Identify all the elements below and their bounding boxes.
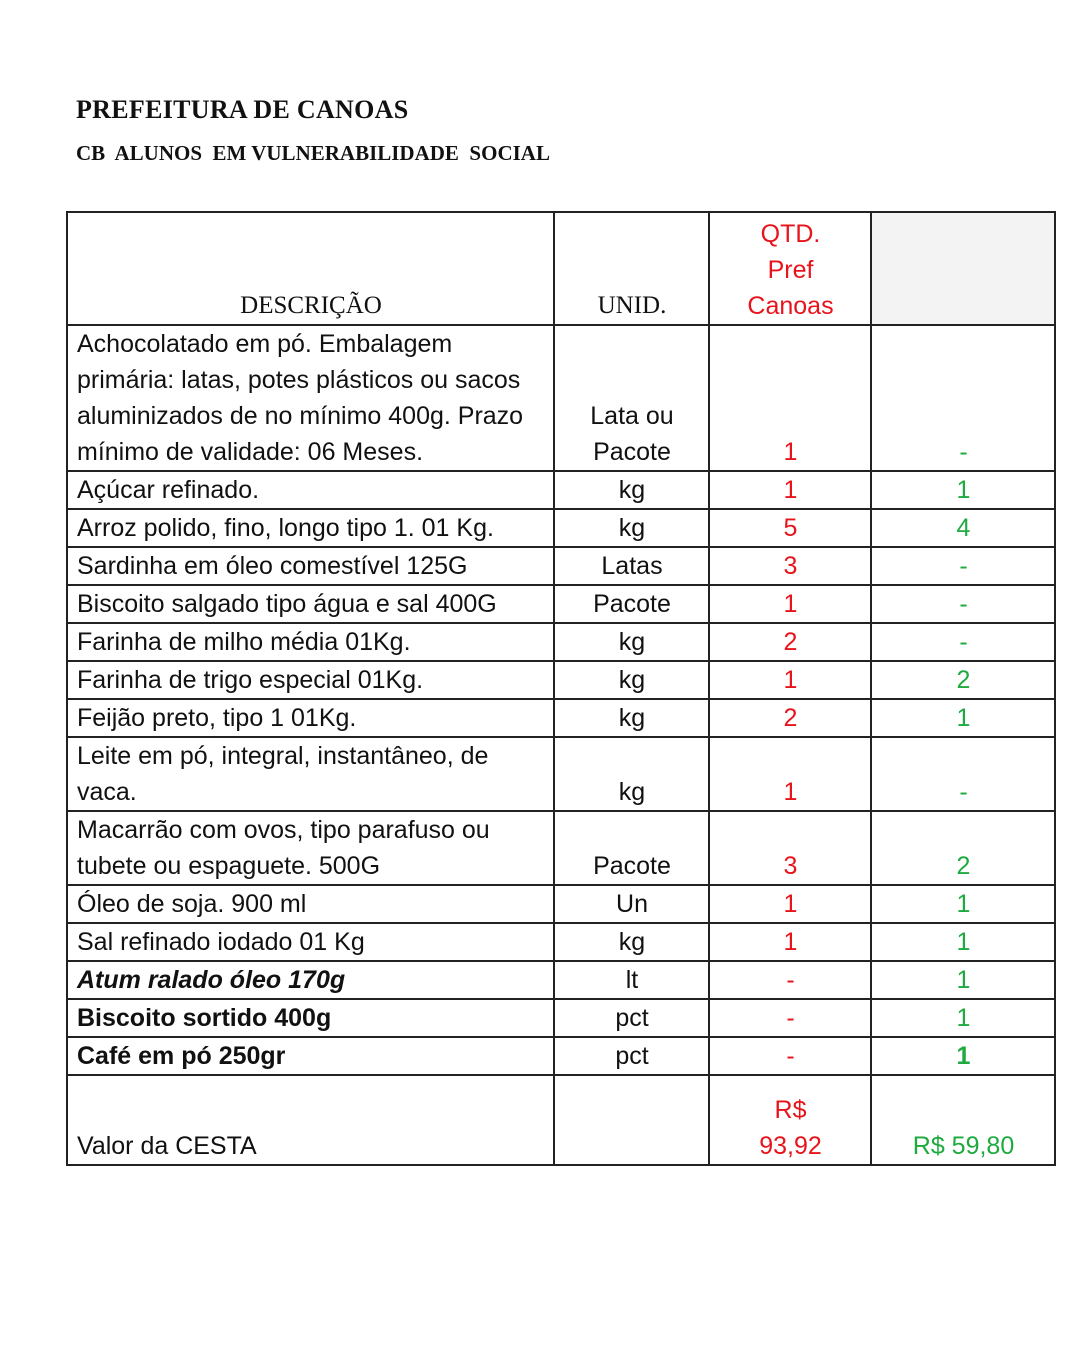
item-qtd: 3 (709, 811, 871, 885)
item-description: Açúcar refinado. (67, 471, 554, 509)
column-header-qtd-line1: QTD. (760, 220, 821, 248)
item-alt-qtd: - (871, 585, 1055, 623)
column-header-unit: UNID. (554, 212, 709, 325)
table-header-row (67, 212, 1055, 325)
item-description: Sardinha em óleo comestível 125G (67, 547, 554, 585)
table-row (67, 999, 1055, 1037)
table-row (67, 737, 1055, 811)
item-alt-qtd: - (871, 547, 1055, 585)
table-row (67, 471, 1055, 509)
item-unit: Un (554, 885, 709, 923)
item-qtd: 1 (709, 923, 871, 961)
column-header-qtd-line2: Pref (767, 256, 814, 284)
item-description: Café em pó 250gr (67, 1037, 554, 1075)
item-unit: pct (554, 1037, 709, 1075)
item-qtd: 2 (709, 623, 871, 661)
item-unit: lt (554, 961, 709, 999)
table-row (67, 961, 1055, 999)
table-row (67, 509, 1055, 547)
item-description: Sal refinado iodado 01 Kg (67, 923, 554, 961)
table-row (67, 623, 1055, 661)
item-alt-qtd: 1 (871, 923, 1055, 961)
item-alt-qtd: 2 (871, 811, 1055, 885)
item-unit: kg (554, 471, 709, 509)
table-row (67, 885, 1055, 923)
table-row (67, 325, 1055, 471)
basket-table (66, 211, 1056, 1166)
column-header-qtd (709, 212, 871, 325)
table-row (67, 923, 1055, 961)
item-description: Arroz polido, fino, longo tipo 1. 01 Kg. (67, 509, 554, 547)
item-qtd: 1 (709, 585, 871, 623)
item-unit: Latas (554, 547, 709, 585)
item-description: Farinha de trigo especial 01Kg. (67, 661, 554, 699)
column-header-qtd-line3: Canoas (747, 292, 834, 320)
item-description: Achocolatado em pó. Embalagem primária: latas, potes plásticos ou sacos aluminizados de no mínimo 400g. Prazo mínimo de validade: 06 Meses. (67, 325, 554, 471)
item-alt-qtd: 4 (871, 509, 1055, 547)
item-unit: kg (554, 623, 709, 661)
item-alt-qtd: - (871, 737, 1055, 811)
item-unit: Pacote (554, 811, 709, 885)
item-description: Atum ralado óleo 170g (67, 961, 554, 999)
table-row (67, 699, 1055, 737)
total-qtd-currency: R$ (774, 1096, 807, 1124)
item-description: Feijão preto, tipo 1 01Kg. (67, 699, 554, 737)
item-qtd: - (709, 961, 871, 999)
item-description: Óleo de soja. 900 ml (67, 885, 554, 923)
item-qtd: - (709, 999, 871, 1037)
item-alt-qtd: 1 (871, 885, 1055, 923)
total-alt-value: R$ 59,80 (871, 1075, 1055, 1165)
item-qtd: 1 (709, 885, 871, 923)
item-qtd: 1 (709, 737, 871, 811)
item-description: Leite em pó, integral, instantâneo, de vaca. (67, 737, 554, 811)
item-alt-qtd: 1 (871, 471, 1055, 509)
item-unit: kg (554, 737, 709, 811)
item-qtd: 1 (709, 661, 871, 699)
item-qtd: - (709, 1037, 871, 1075)
table-row (67, 585, 1055, 623)
page-subtitle: CB ALUNOS EM VULNERABILIDADE SOCIAL (76, 141, 550, 165)
item-qtd: 1 (709, 471, 871, 509)
item-unit: Lata ou Pacote (554, 325, 709, 471)
item-description: Farinha de milho média 01Kg. (67, 623, 554, 661)
item-qtd: 2 (709, 699, 871, 737)
total-unit-empty (554, 1075, 709, 1165)
item-qtd: 3 (709, 547, 871, 585)
item-unit: kg (554, 923, 709, 961)
item-alt-qtd: - (871, 623, 1055, 661)
table-row (67, 1037, 1055, 1075)
item-unit: kg (554, 699, 709, 737)
total-qtd-value (709, 1075, 871, 1165)
item-unit: pct (554, 999, 709, 1037)
total-label: Valor da CESTA (67, 1075, 554, 1165)
table-row (67, 661, 1055, 699)
total-row (67, 1075, 1055, 1165)
column-header-alt (871, 212, 1055, 325)
column-header-description: DESCRIÇÃO (67, 212, 554, 325)
item-alt-qtd: 1 (871, 999, 1055, 1037)
item-alt-qtd: - (871, 325, 1055, 471)
item-description: Macarrão com ovos, tipo parafuso ou tubete ou espaguete. 500G (67, 811, 554, 885)
item-alt-qtd: 1 (871, 961, 1055, 999)
item-alt-qtd: 2 (871, 661, 1055, 699)
document-header (76, 94, 976, 166)
total-qtd-amount: 93,92 (759, 1132, 822, 1160)
item-unit: Pacote (554, 585, 709, 623)
item-qtd: 5 (709, 509, 871, 547)
table-row (67, 811, 1055, 885)
item-alt-qtd: 1 (871, 699, 1055, 737)
table-row (67, 547, 1055, 585)
item-qtd: 1 (709, 325, 871, 471)
item-unit: kg (554, 661, 709, 699)
item-unit: kg (554, 509, 709, 547)
item-description: Biscoito salgado tipo água e sal 400G (67, 585, 554, 623)
page-title: PREFEITURA DE CANOAS (76, 95, 409, 124)
item-description: Biscoito sortido 400g (67, 999, 554, 1037)
item-alt-qtd: 1 (871, 1037, 1055, 1075)
